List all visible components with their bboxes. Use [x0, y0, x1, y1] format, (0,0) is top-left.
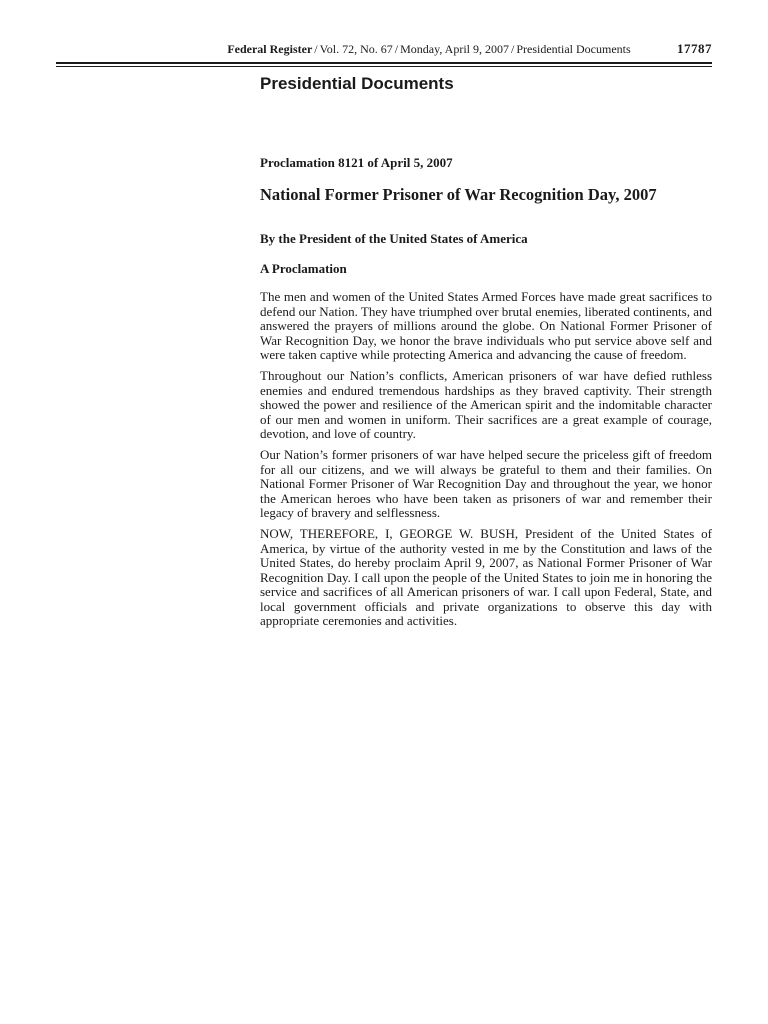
- paragraph: The men and women of the United States Armed Forces have made great sacrifices to defend our Nation. They have triumphed over brutal enemies, liberated continents, and answered the prayers of millions around the globe. On National Former Prisoner of War Recognition Day, we honor the brave individuals who put service above self and were taken captive while protecting America and advancing the cause of freedom.: [260, 289, 712, 363]
- issue-date: Monday, April 9, 2007: [400, 42, 509, 56]
- header-rule-thin: [56, 66, 712, 67]
- journal-name: Federal Register: [227, 42, 313, 56]
- separator: /: [314, 42, 318, 56]
- volume-number: Vol. 72, No. 67: [319, 42, 393, 56]
- separator: /: [394, 42, 399, 56]
- section-name: Presidential Documents: [516, 42, 631, 56]
- separator: /: [511, 42, 515, 56]
- paragraph: Throughout our Nation’s conflicts, American prisoners of war have defied ruthless enemies and endured tremendous hardships as they braved captivity. Their strength showed the power and resilience of the American spirit and the indomitable character of our men and women in uniform. Their sacrifices are a great example of courage, devotion, and love of country.: [260, 367, 712, 442]
- proclamation-body: [260, 154, 712, 635]
- proclamation-number: Proclamation 8121 of April 5, 2007: [260, 155, 453, 170]
- running-head: [56, 40, 712, 60]
- section-heading: Presidential Documents: [260, 74, 454, 93]
- proclamation-title: National Former Prisoner of War Recognition Day, 2007: [260, 185, 657, 204]
- running-head-citation: [56, 40, 712, 58]
- page-number: 17787: [677, 41, 712, 56]
- paragraph: NOW, THEREFORE, I, GEORGE W. BUSH, President of the United States of America, by virtue of the authority vested in me by the Constitution and laws of the United States, do hereby proclaim April 9, 2007, as National Former Prisoner of War Recognition Day. I call upon the people of the United States to join me in honoring the service and sacrifices of all American prisoners of war. I call upon Federal, State, and local government officials and private organizations to observe this day with appropriate ceremonies and activities.: [260, 525, 712, 629]
- proclamation-label: A Proclamation: [260, 261, 347, 276]
- header-rule-thick: [56, 62, 712, 64]
- paragraph: Our Nation’s former prisoners of war have helped secure the priceless gift of freedom for all our citizens, and we will always be grateful to them and their families. On National Former Prisoner of War Recognition Day and throughout the year, we honor the American heroes who have been taken as prisoners of war and remember their legacy of bravery and selflessness.: [260, 446, 712, 521]
- by-line: By the President of the United States of America: [260, 231, 528, 246]
